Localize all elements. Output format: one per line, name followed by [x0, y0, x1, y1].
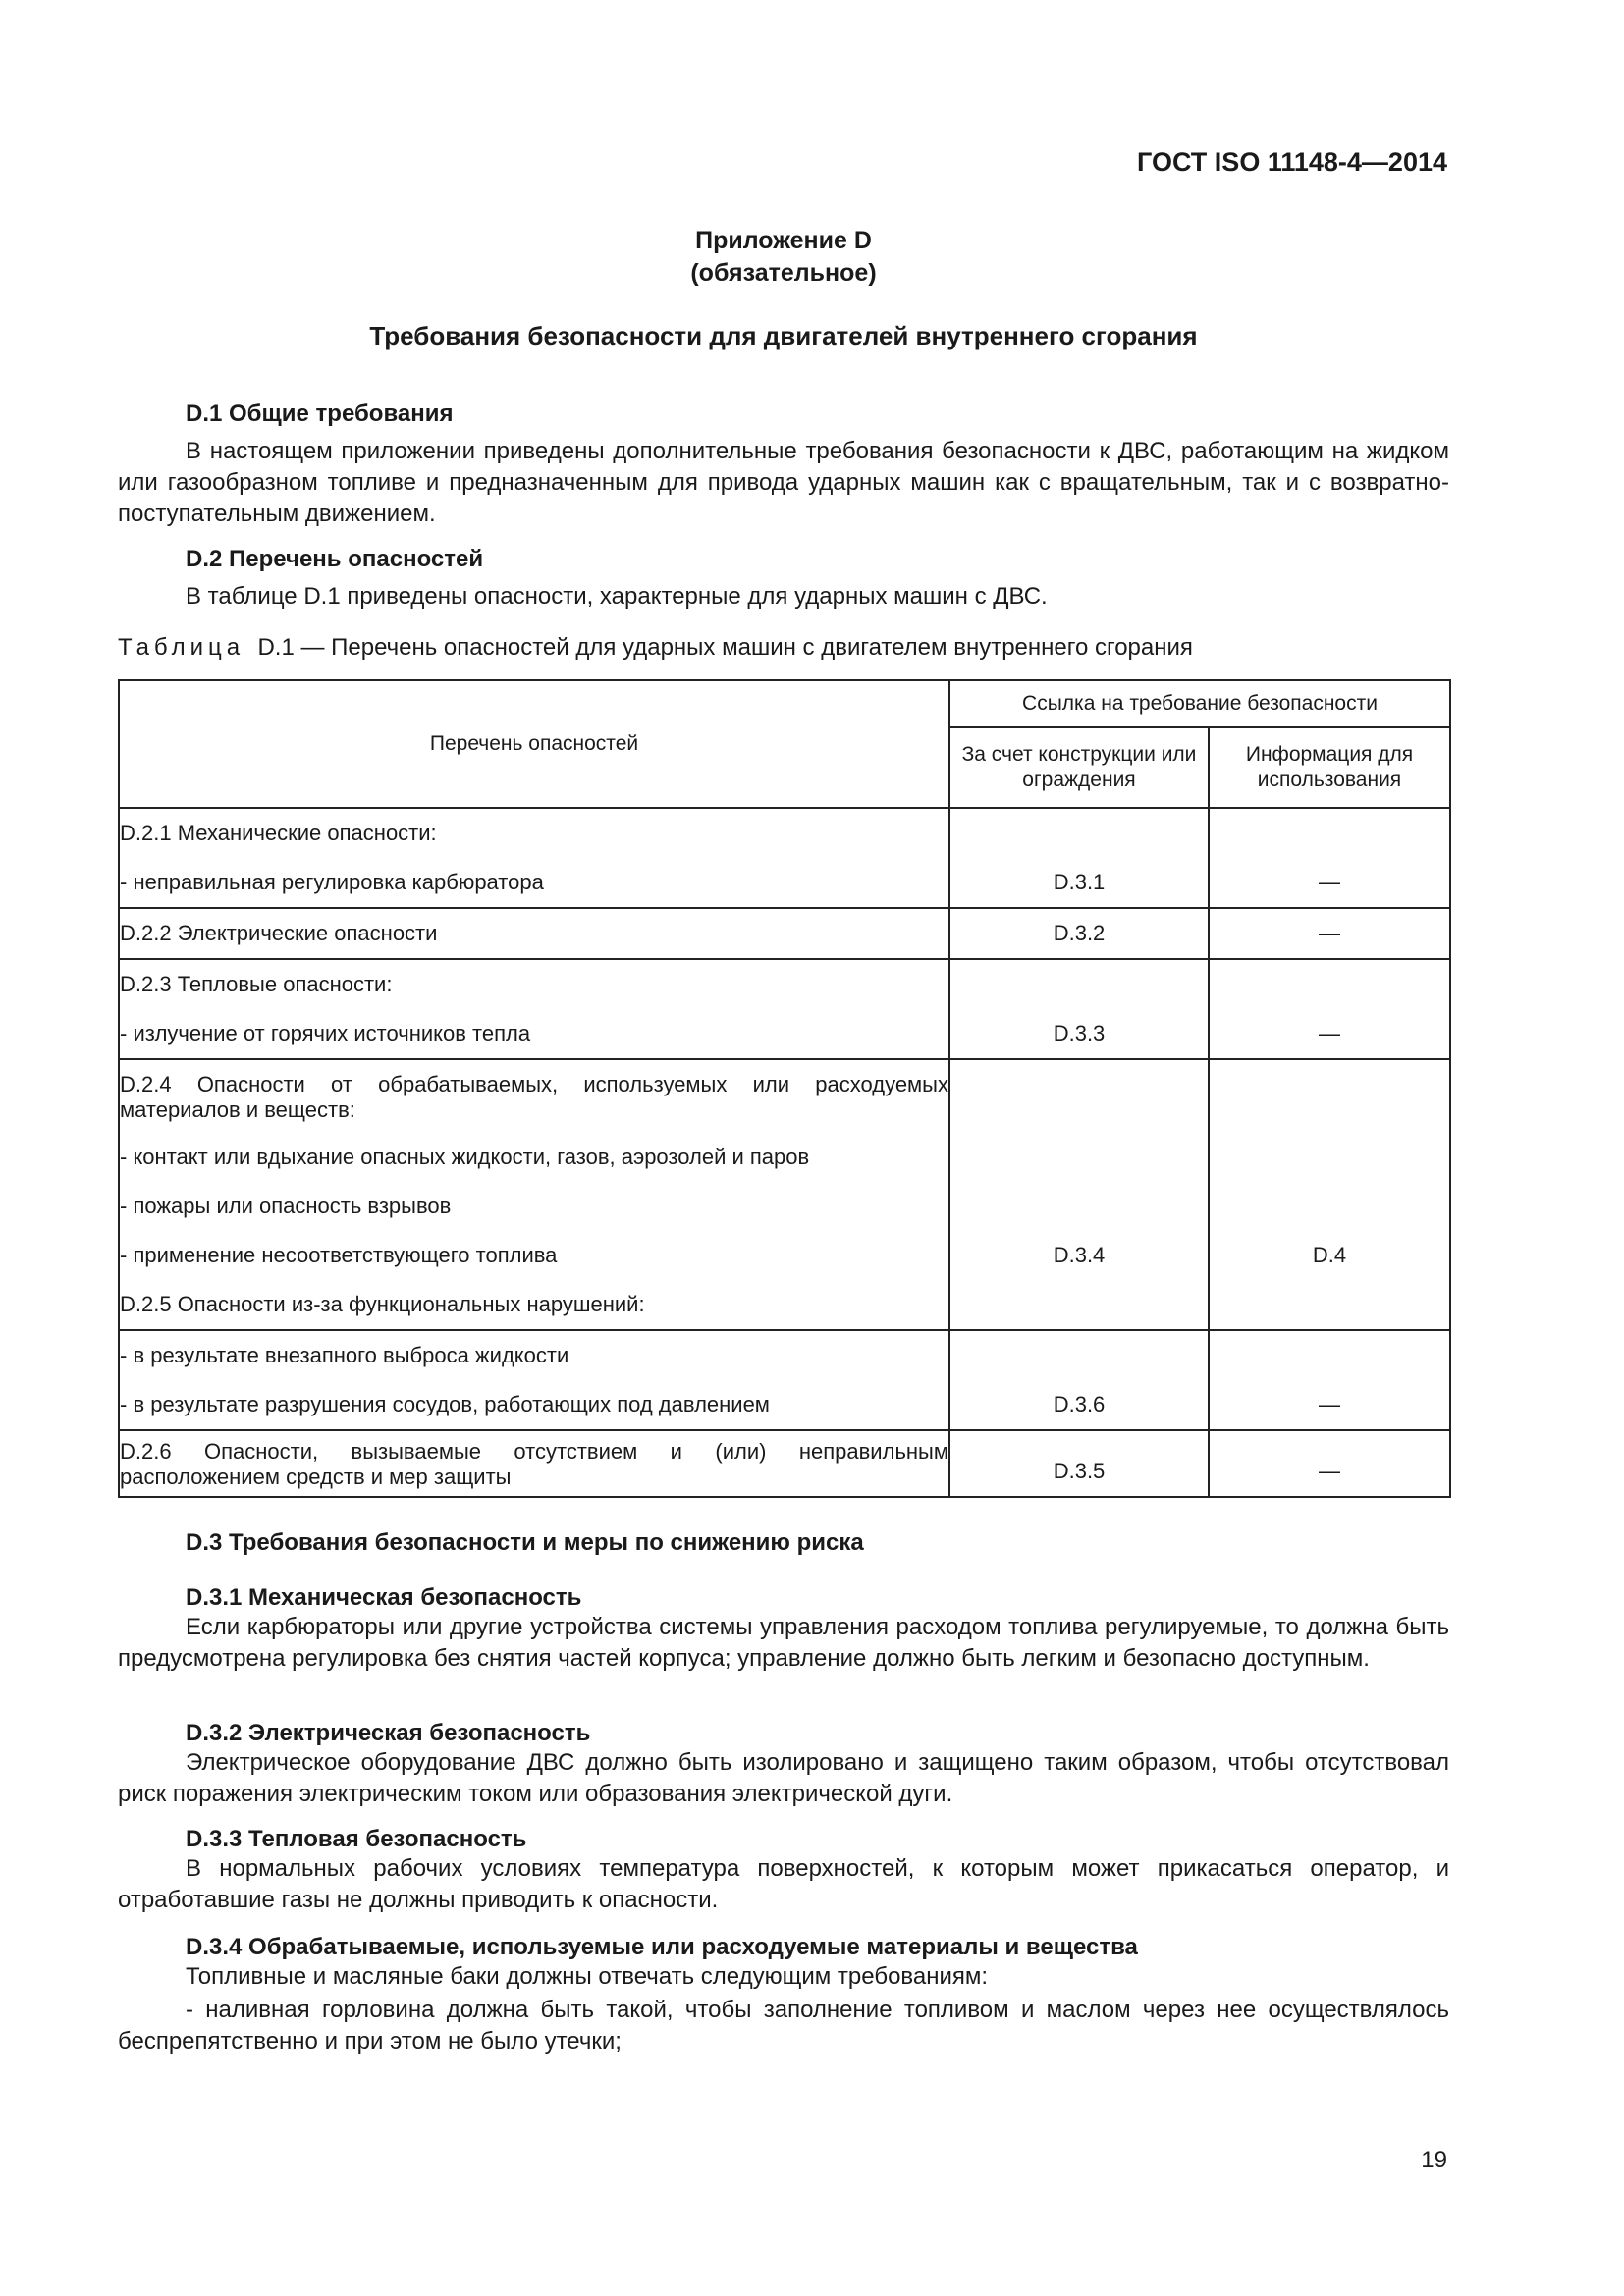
- main-title: Требования безопасности для двигателей внутреннего сгорания: [369, 321, 1198, 350]
- hazard-line: - контакт или вдыхание опасных жидкости, газов, аэрозолей и паров: [120, 1145, 810, 1169]
- table-row: [119, 1059, 1450, 1330]
- info-ref: —: [1209, 1430, 1450, 1497]
- table-row: [119, 1430, 1450, 1497]
- hazard-cell: [119, 808, 949, 908]
- section-d32-text: Электрическое оборудование ДВС должно быть изолировано и защищено таким образом, чтобы отсутствовал риск поражения электрическим током или образования электрической дуги.: [118, 1749, 1449, 1807]
- section-d1-text: В настоящем приложении приведены дополнительные требования безопасности к ДВС, работающим на жидком или газообразном топливе и предназначенным для привода ударных машин как с вращательным, так и с возвратно-поступательным движением.: [118, 438, 1449, 527]
- info-ref: —: [1209, 808, 1450, 908]
- section-d34-item: - наливная горловина должна быть такой, чтобы заполнение топливом и маслом через нее осуществлялось беспрепятственно и при этом не было утечки;: [118, 1997, 1449, 2055]
- section-d31-heading: D.3.1 Механическая безопасность: [186, 1584, 582, 1611]
- section-d33-text: В нормальных рабочих условиях температура поверхностей, к которым может прикасаться оператор, и отработавшие газы не должны приводить к опасности.: [118, 1855, 1449, 1913]
- table-caption: [118, 634, 1193, 662]
- document-id: ГОСТ ISO 11148-4—2014: [1137, 147, 1447, 177]
- info-ref: —: [1209, 959, 1450, 1059]
- hazard-line: D.2.5 Опасности из-за функциональных нарушений:: [120, 1292, 645, 1316]
- hazard-cell: [119, 1059, 949, 1330]
- design-ref: D.3.5: [949, 1430, 1209, 1497]
- hazard-line: D.2.6 Опасности, вызываемые отсутствием и (или) неправильным расположением средств и мер защиты: [120, 1439, 948, 1489]
- design-ref: D.3.2: [949, 908, 1209, 959]
- hazard-line: - излучение от горячих источников тепла: [120, 1021, 531, 1045]
- table-row: [119, 1330, 1450, 1430]
- hazard-line: D.2.3 Тепловые опасности:: [120, 972, 393, 996]
- hazard-line: - неправильная регулировка карбюратора: [120, 870, 544, 894]
- hazard-line: D.2.4 Опасности от обрабатываемых, используемых или расходуемых материалов и веществ:: [120, 1072, 948, 1122]
- section-d33-heading: D.3.3 Тепловая безопасность: [186, 1826, 527, 1852]
- design-ref: D.3.1: [949, 808, 1209, 908]
- hazard-line: - применение несоответствующего топлива: [120, 1243, 558, 1267]
- table-row: [119, 908, 1450, 959]
- page-number: 19: [1421, 2147, 1447, 2173]
- header-design: За счет конструкции или ограждения: [949, 727, 1209, 808]
- section-d32-heading: D.3.2 Электрическая безопасность: [186, 1720, 591, 1746]
- hazards-table: [118, 679, 1451, 1498]
- section-d3-heading: D.3 Требования безопасности и меры по снижению риска: [186, 1529, 864, 1556]
- hazard-line: D.2.1 Механические опасности:: [120, 821, 437, 845]
- info-ref: —: [1209, 908, 1450, 959]
- section-d34-text: Топливные и масляные баки должны отвечать следующим требованиям:: [186, 1963, 989, 1990]
- design-ref: D.3.4: [949, 1059, 1209, 1330]
- section-d34-heading: D.3.4 Обрабатываемые, используемые или расходуемые материалы и вещества: [186, 1934, 1138, 1960]
- section-d1-heading: D.1 Общие требования: [186, 400, 454, 427]
- hazard-cell: [119, 1430, 949, 1497]
- design-ref: D.3.3: [949, 959, 1209, 1059]
- header-info: Информация для использования: [1209, 727, 1450, 808]
- hazard-line: - в результате разрушения сосудов, работающих под давлением: [120, 1392, 770, 1416]
- header-hazards: Перечень опасностей: [119, 680, 949, 808]
- hazard-line: - в результате внезапного выброса жидкости: [120, 1343, 569, 1367]
- table-row: [119, 808, 1450, 908]
- table-row: [119, 959, 1450, 1059]
- section-d2-text: В таблице D.1 приведены опасности, характерные для ударных машин с ДВС.: [186, 583, 1048, 610]
- hazard-line: - пожары или опасность взрывов: [120, 1194, 452, 1218]
- table-caption-text: D.1 — Перечень опасностей для ударных машин с двигателем внутреннего сгорания: [257, 634, 1193, 661]
- table-caption-label: Таблица: [118, 634, 245, 661]
- section-d31-text: Если карбюраторы или другие устройства системы управления расходом топлива регулируемые, то должна быть предусмотрена регулировка без снятия частей корпуса; управление должно быть легким и безопасно доступным.: [118, 1614, 1449, 1672]
- hazard-cell: [119, 1330, 949, 1430]
- header-ref-group: Ссылка на требование безопасности: [949, 680, 1450, 727]
- hazard-cell: [119, 908, 949, 959]
- annex-title: Приложение D: [695, 227, 872, 254]
- info-ref: —: [1209, 1330, 1450, 1430]
- design-ref: D.3.6: [949, 1330, 1209, 1430]
- annex-status: (обязательное): [690, 259, 877, 287]
- hazard-cell: [119, 959, 949, 1059]
- section-d2-heading: D.2 Перечень опасностей: [186, 546, 484, 572]
- info-ref: D.4: [1209, 1059, 1450, 1330]
- hazard-line: D.2.2 Электрические опасности: [120, 921, 438, 945]
